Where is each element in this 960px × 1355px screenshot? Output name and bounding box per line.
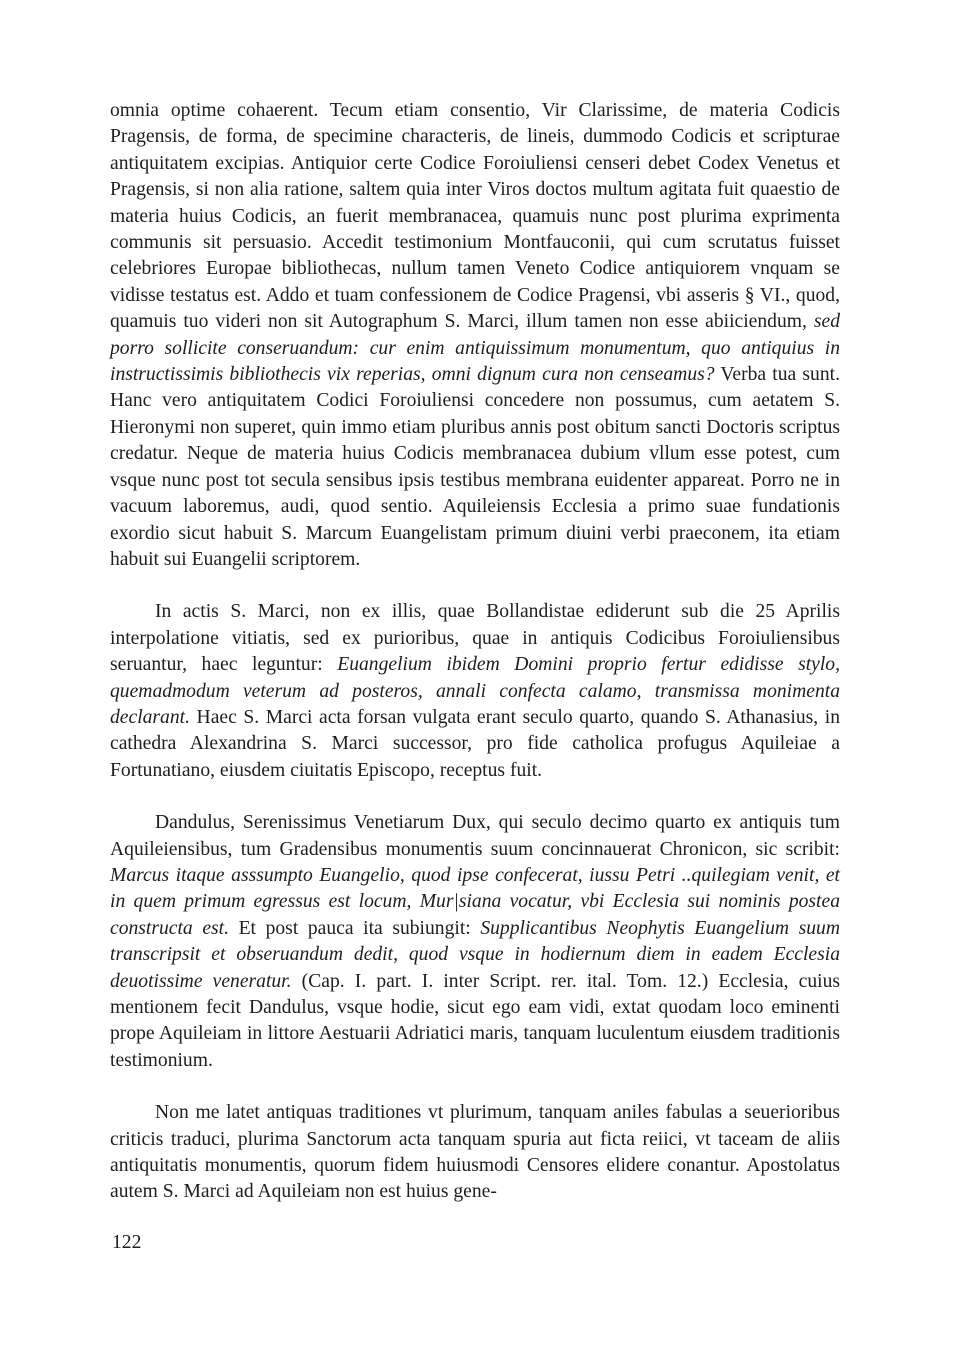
text-run: Non me latet antiquas traditiones vt plurimum, tanquam aniles fabulas a seuerioribus criticis traduci, plurima Sanctorum acta tanquam spuria aut ficta reiici, vt taceam de aliis antiquitatis monumentis, quorum fidem huiusmodi Censores elidere conantur. Apostolatus autem S. Marci ad Aquileiam non est huius gene- (110, 1102, 840, 1203)
text-run: In actis S. Marci, non ex illis, quae Bollandistae ediderunt sub die 25 Aprilis interpolatione vitiatis, sed ex purioribus, quae in antiquis Codicibus Foroiuliensibus seruantur, haec leguntur: (110, 601, 840, 676)
text-run: (Cap. I. part. I. inter Script. rer. ital. Tom. 12.) Ecclesia, cuius mentionem fecit Dandulus, vsque hodie, sicut ego eam vidi, extat quodam loco eminenti prope Aquileiam in littore Aestuarii Adriatici maris, tanquam luculentum eiusdem traditionis testimonium. (110, 970, 840, 1071)
text-run: Verba tua sunt. Hanc vero antiquitatem Codici Foroiuliensi concedere non possumus, cum aetatem S. Hieronymi non superet, quin immo etiam pluribus annis post obitum sancti Doctoris scriptus credatur. Neque de materia huius Codicis membranacea dubium vllum esse potest, cum vsque nunc post tot secula sensibus ipsis testibus membrana euidenter appareat. Porro ne in vacuum laboremus, audi, quod sentio. Aquileiensis Ecclesia a primo suae fundationis exordio sicut habuit S. Marcum Euangelistam primum diuini verbi praeconem, ita etiam habuit sui Euangelii scriptorem. (110, 364, 840, 570)
italic-quote: Supplicantibus Neophytis Euangelium suum transcripsit et obseruandum dedit, quod vsque in hodiernum diem in eadem Ecclesia deuotissime veneratur. (110, 917, 841, 992)
italic-quote: Marcus itaque asssumpto Euangelio, quod ipse confecerat, iussu Petri ..quilegiam venit, et in quem primum egressus est locum, Mur|siana vocatur, vbi Ecclesia sui nominis postea constructa est. (110, 864, 840, 939)
paragraph-3 (110, 810, 840, 1074)
paragraph-1 (110, 98, 840, 573)
text-run: Et post pauca ita subiungit: (228, 917, 481, 939)
italic-quote: Euangelium ibidem Domini proprio fertur edidisse stylo, quemadmodum veterum ad posteros, annali confecta calamo, transmissa monimenta declarant. (110, 654, 840, 728)
text-run: Haec S. Marci acta forsan vulgata erant seculo quarto, quando S. Athanasius, in cathedra Alexandrina S. Marci successor, pro fide catholica profugus Aquileiae a Fortunatiano, eiusdem ciuitatis Episcopo, receptus fuit. (110, 706, 840, 781)
italic-quote: sed porro sollicite conseruandum: cur enim antiquissimum monumentum, quo antiquius in instructissimis bibliothecis vix reperias, omni dignum cura non censeamus? (110, 311, 840, 386)
paragraph-4 (110, 1100, 840, 1206)
body-text (110, 98, 840, 1206)
page-number: 122 (112, 1232, 142, 1253)
text-run: omnia optime cohaerent. Tecum etiam consentio, Vir Clarissime, de materia Codicis Pragensis, de forma, de specimine characteris, de lineis, dummodo Codicis et scripturae antiquitatem excipias. Antiquior certe Codice Foroiuliensi censeri debet Codex Venetus et Pragensis, si non alia ratione, saltem quia inter Viros doctos multum agitata fuit quaestio de materia huius Codicis, an fuerit membranacea, quamuis nunc post plurima exprimenta communis sit persuasio. Accedit testimonium Montfauconii, qui cum scrutatus fuisset celebriores Europae bibliothecas, nullum tamen Veneto Codice antiquiorem vnquam se vidisse testatus est. Addo et tuam confessionem de Codice Pragensi, vbi asseris § VI., quod, quamuis tuo videri non sit Autographum S. Marci, illum tamen non esse abiiciendum, (110, 100, 840, 333)
paragraph-2 (110, 599, 840, 784)
text-run: Dandulus, Serenissimus Venetiarum Dux, qui seculo decimo quarto ex antiquis tum Aquileiensibus, tum Gradensibus monumentis suum concinnauerat Chronicon, sic scribit: (110, 812, 840, 860)
